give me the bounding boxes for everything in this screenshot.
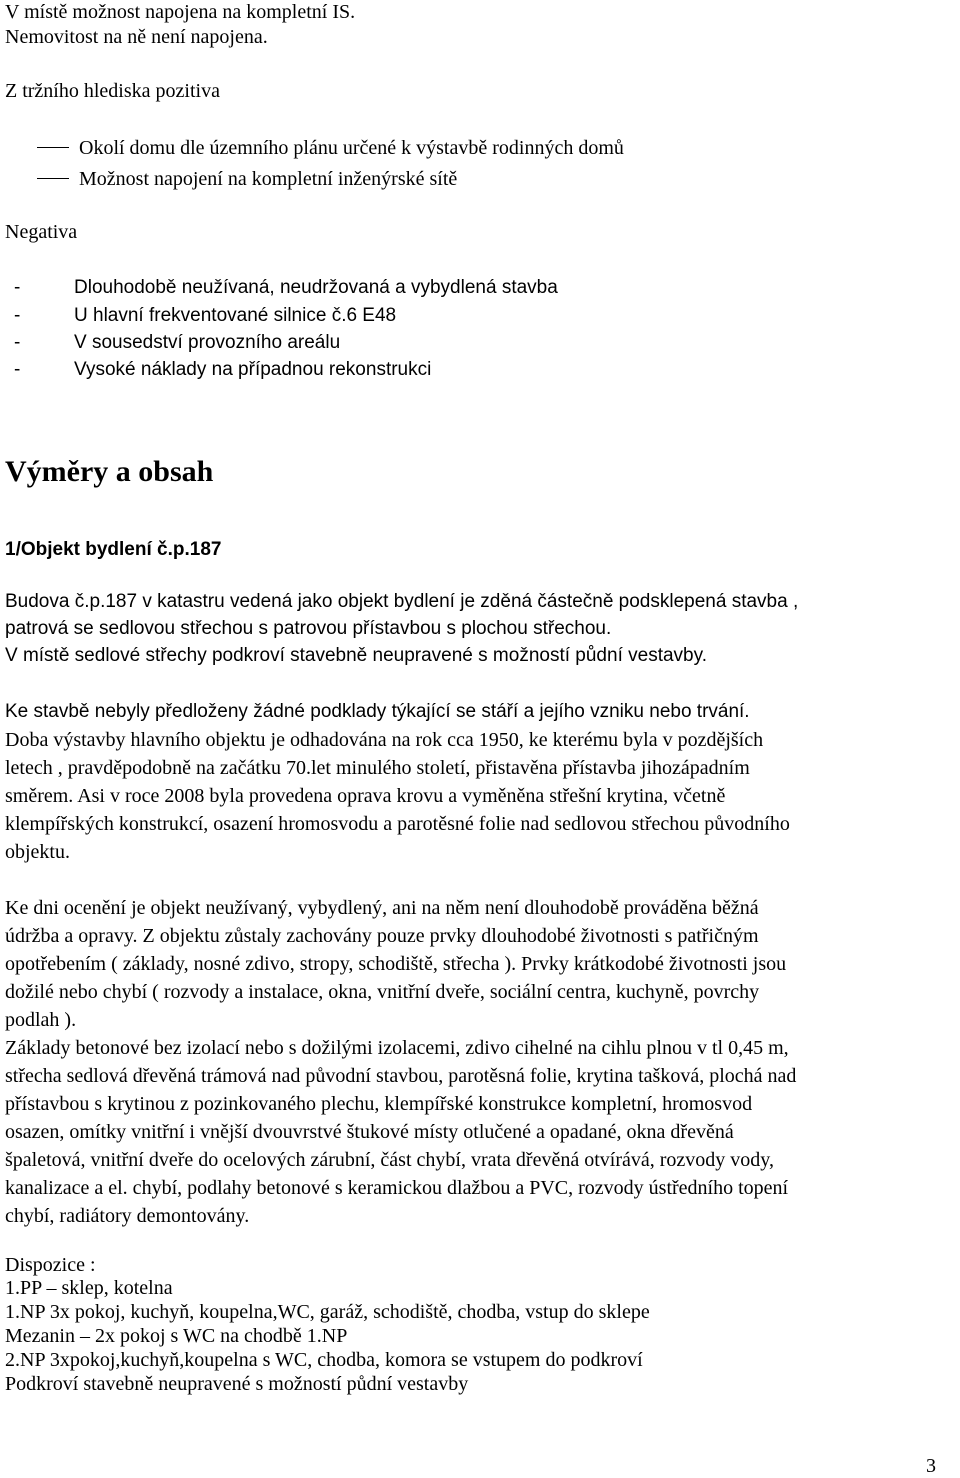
positives-item: Možnost napojení na kompletní inženýrské sítě: [5, 167, 457, 191]
paragraph-line: kanalizace a el. chybí, podlahy betonové s keramickou dlažbou a PVC, rozvody ústředního topení: [5, 1177, 789, 1199]
intro-line-2: Nemovitost na ně není napojena.: [5, 26, 268, 48]
dispozice-item: Mezanin – 2x pokoj s WC na chodbě 1.NP: [5, 1325, 348, 1347]
section-subtitle: 1/Objekt bydlení č.p.187: [5, 539, 222, 560]
paragraph-line: V místě sedlové střechy podkroví stavebně neupravené s možností půdní vestavby.: [5, 645, 707, 666]
dispozice-item: 2.NP 3xpokoj,kuchyň,koupelna s WC, chodba, komora se vstupem do podkroví: [5, 1349, 643, 1371]
paragraph-line: údržba a opravy. Z objektu zůstaly zachovány pouze prvky dlouhodobé životnosti s patřičným: [5, 925, 759, 947]
hyphen-bullet: -: [14, 359, 21, 380]
dispozice-item: 1.NP 3x pokoj, kuchyň, koupelna,WC, garáž, schodiště, chodba, vstup do sklepe: [5, 1301, 650, 1323]
paragraph-line: Doba výstavby hlavního objektu je odhadována na rok cca 1950, ke kterému byla v pozdějších: [5, 729, 764, 751]
paragraph-line: dožilé nebo chybí ( rozvody a instalace, okna, vnitřní dveře, sociální centra, kuchyně, povrchy: [5, 981, 760, 1003]
paragraph-line: patrová se sedlovou střechou s patrovou přístavbou s plochou střechou.: [5, 618, 612, 639]
page-number: 3: [926, 1455, 936, 1477]
paragraph-line: letech , pravděpodobně na začátku 70.let minulého století, přistavěna přístavba jihozápadním: [5, 757, 750, 779]
positives-heading: Z tržního hlediska pozitiva: [5, 80, 220, 102]
dispozice-heading: Dispozice :: [5, 1254, 96, 1276]
paragraph-line: opotřebením ( základy, nosné zdivo, stropy, schodiště, střecha ). Prvky krátkodobé životnosti jsou: [5, 953, 787, 975]
paragraph-line: přístavbou s krytinou z pozinkovaného plechu, klempířské konstrukce kompletní, hromosvod: [5, 1093, 753, 1115]
intro-line-1: V místě možnost napojena na kompletní IS.: [5, 1, 356, 23]
negatives-item: - Dlouhodobě neužívaná, neudržovaná a vybydlená stavba: [14, 277, 558, 298]
negatives-item: - Vysoké náklady na případnou rekonstrukci: [14, 359, 432, 380]
paragraph-line: chybí, radiátory demontovány.: [5, 1205, 250, 1227]
paragraph-line: Budova č.p.187 v katastru vedená jako objekt bydlení je zděná částečně podsklepená stavba ,: [5, 591, 799, 612]
paragraph-line: Ke stavbě nebyly předloženy žádné podklady týkající se stáří a jejího vzniku nebo trvání.: [5, 701, 750, 722]
paragraph-line: Základy betonové bez izolací nebo s dožilými izolacemi, zdivo cihelné na cihlu plnou v tl 0,45 m,: [5, 1037, 789, 1059]
dispozice-item: 1.PP – sklep, kotelna: [5, 1277, 173, 1299]
positives-item: Okolí domu dle územního plánu určené k výstavbě rodinných domů: [5, 136, 624, 160]
dash-bullet-icon: [37, 178, 69, 179]
dash-bullet-icon: [37, 147, 69, 148]
hyphen-bullet: -: [14, 277, 21, 298]
paragraph-line: objektu.: [5, 841, 70, 863]
paragraph-line: směrem. Asi v roce 2008 byla provedena oprava krovu a vyměněna střešní krytina, včetně: [5, 785, 726, 807]
paragraph-line: klempířských konstrukcí, osazení hromosvodu a parotěsné folie nad sedlovou střechou původního: [5, 813, 790, 835]
paragraph-line: špaletová, vnitřní dveře do ocelových zárubní, část chybí, vrata dřevěná otvírává, rozvody vody,: [5, 1149, 774, 1171]
paragraph-line: osazen, omítky vnitřní i vnější dvouvrstvé štukové místy otlučené a opadané, okna dřevěná: [5, 1121, 734, 1143]
negatives-item: - V sousedství provozního areálu: [14, 332, 341, 353]
paragraph-line: střecha sedlová dřevěná trámová nad původní stavbou, parotěsná folie, krytina tašková, plochá nad: [5, 1065, 797, 1087]
paragraph-line: podlah ).: [5, 1009, 77, 1031]
hyphen-bullet: -: [14, 332, 21, 353]
hyphen-bullet: -: [14, 305, 21, 326]
paragraph-line: Ke dni ocenění je objekt neužívaný, vybydlený, ani na něm není dlouhodobě prováděna běžná: [5, 897, 759, 919]
dispozice-item: Podkroví stavebně neupravené s možností půdní vestavby: [5, 1373, 469, 1395]
negatives-item: - U hlavní frekventované silnice č.6 E48: [14, 305, 397, 326]
negatives-heading: Negativa: [5, 221, 78, 243]
section-title: Výměry a obsah: [5, 455, 214, 488]
